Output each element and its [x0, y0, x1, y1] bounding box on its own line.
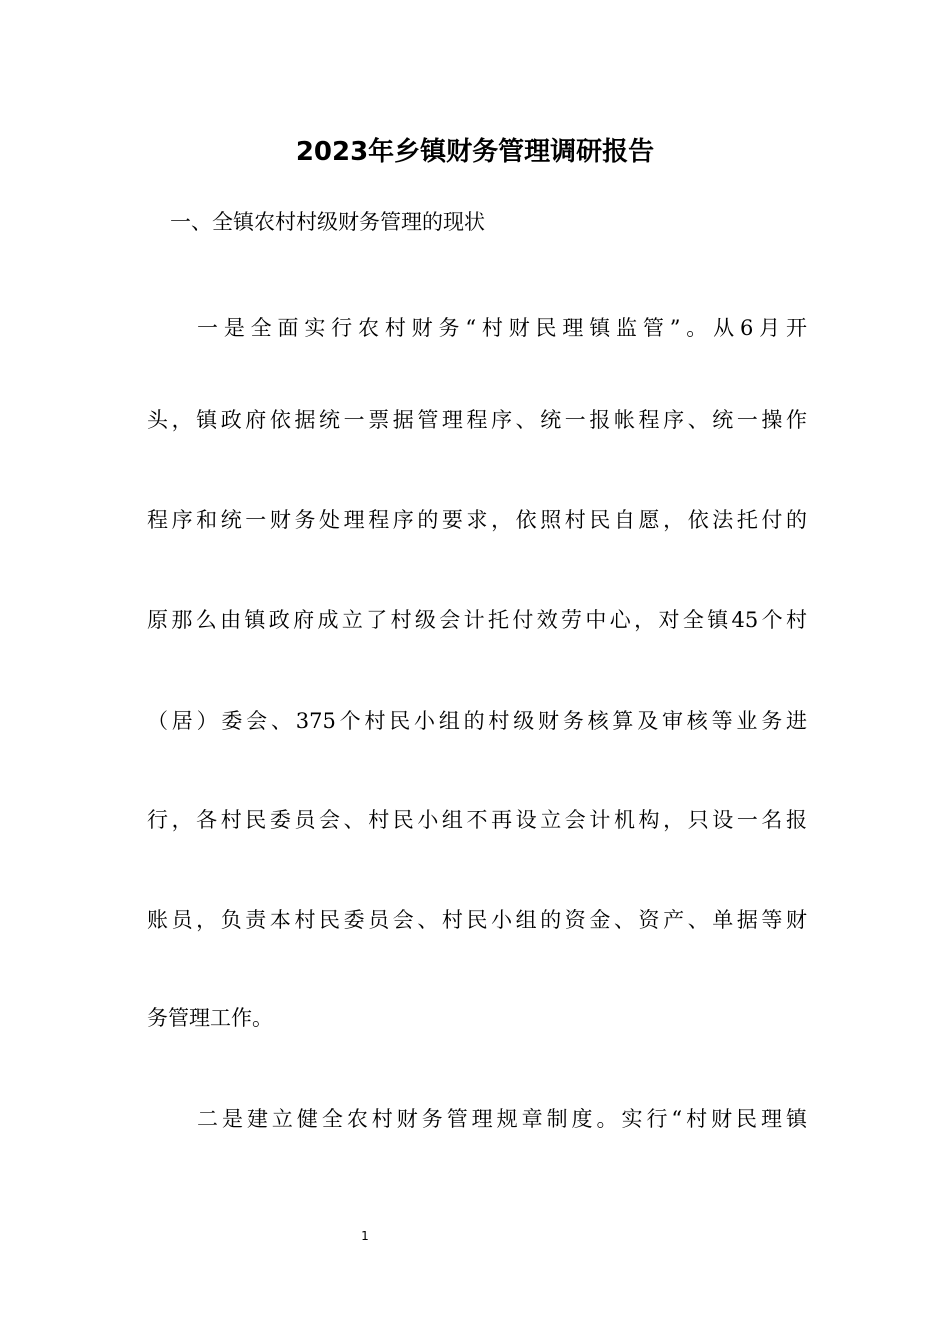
- paragraph-line: 行，各村民委员会、村民小组不再设立会计机构，只设一名报: [147, 808, 807, 832]
- page-number: 1: [361, 1229, 369, 1243]
- paragraph-line: （居）委会、375个村民小组的村级财务核算及审核等业务进: [147, 709, 807, 733]
- paragraph-line: 头，镇政府依据统一票据管理程序、统一报帐程序、统一操作: [147, 408, 807, 432]
- document-title: 2023年乡镇财务管理调研报告: [295, 137, 655, 167]
- section-heading: 一、全镇农村村级财务管理的现状: [170, 210, 485, 234]
- paragraph-line: 程序和统一财务处理程序的要求，依照村民自愿，依法托付的: [147, 508, 807, 532]
- paragraph-line: 账员，负责本村民委员会、村民小组的资金、资产、单据等财: [147, 908, 807, 932]
- paragraph-line: 一是全面实行农村财务“村财民理镇监管”。从6月开: [197, 316, 807, 340]
- paragraph-line: 务管理工作。: [147, 1006, 273, 1030]
- paragraph-line: 原那么由镇政府成立了村级会计托付效劳中心，对全镇45个村: [147, 608, 807, 632]
- paragraph-line: 二是建立健全农村财务管理规章制度。实行“村财民理镇: [197, 1107, 807, 1131]
